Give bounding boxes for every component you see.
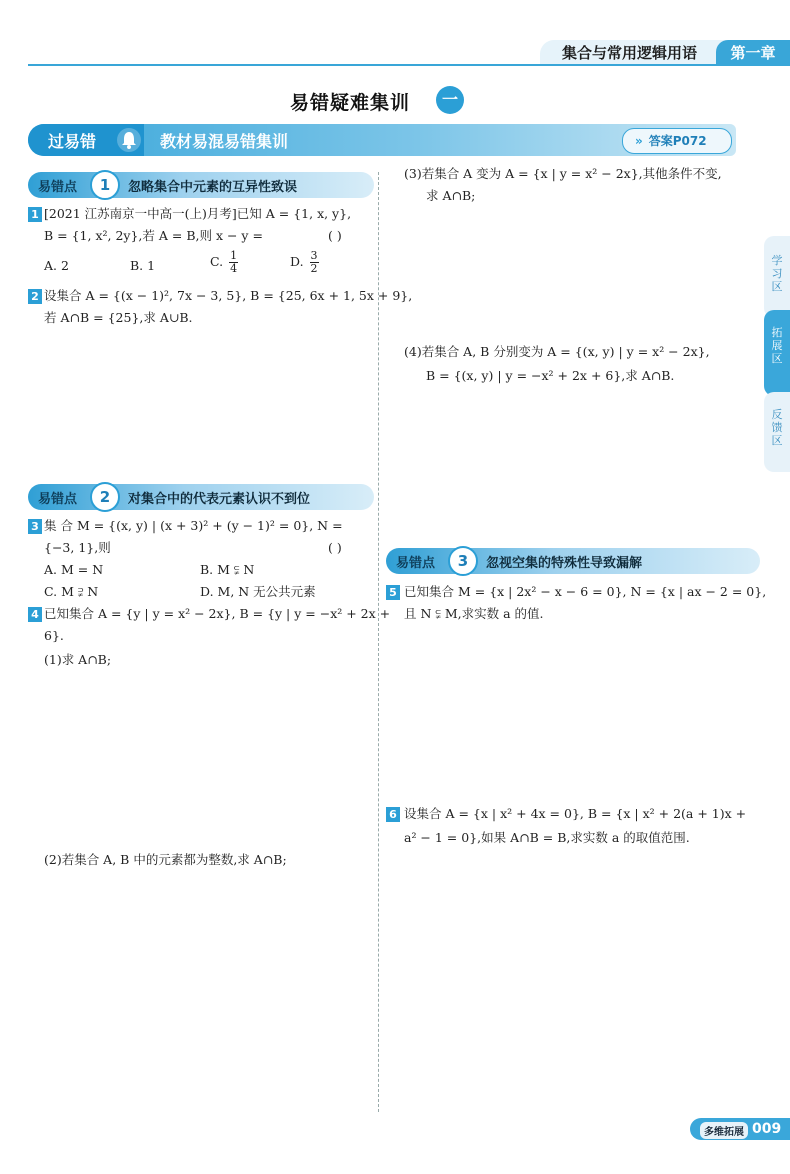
side-tab-label: 反馈区 bbox=[771, 408, 783, 447]
option-b: B. M ⫋ N bbox=[200, 562, 255, 577]
question-number: 6 bbox=[386, 807, 400, 822]
section-label: 易错点 bbox=[38, 492, 78, 507]
fraction bbox=[229, 250, 238, 275]
sub-question: (3)若集合 A 变为 A = {x | y = x² − 2x},其他条件不变, bbox=[404, 166, 722, 181]
denominator: 4 bbox=[230, 262, 238, 275]
question-text: [2021 江苏南京一中高一(上)月考]已知 A = {1, x, y}, bbox=[44, 206, 352, 221]
option-c-label: C. bbox=[210, 254, 224, 269]
question-number: 3 bbox=[28, 519, 42, 534]
section-number: 2 bbox=[90, 482, 120, 512]
header-title: 集合与常用逻辑用语 bbox=[562, 44, 698, 62]
section-label: 易错点 bbox=[396, 556, 436, 571]
question-text: 设集合 A = {x | x² + 4x = 0}, B = {x | x² + 2(a + 1)x + bbox=[404, 806, 747, 821]
sub-question: (4)若集合 A, B 分别变为 A = {(x, y) | y = x² − 2x}, bbox=[404, 344, 710, 359]
section-pill-3 bbox=[386, 548, 760, 574]
section-label: 易错点 bbox=[38, 180, 78, 195]
denominator: 2 bbox=[310, 262, 318, 275]
question-text: a² − 1 = 0},如果 A∩B = B,求实数 a 的取值范围. bbox=[404, 830, 690, 845]
title-badge: 一 bbox=[436, 86, 464, 114]
question-number: 1 bbox=[28, 207, 42, 222]
side-tab-label: 拓展区 bbox=[771, 326, 783, 365]
option-d: D. M, N 无公共元素 bbox=[200, 584, 316, 599]
question-number: 2 bbox=[28, 289, 42, 304]
section-pill-2 bbox=[28, 484, 374, 510]
page-number: 009 bbox=[752, 1121, 782, 1137]
option-c bbox=[210, 250, 238, 275]
side-tab-feedback[interactable] bbox=[764, 392, 790, 472]
footer-label: 多维拓展 bbox=[700, 1122, 748, 1139]
option-d-label: D. bbox=[290, 254, 304, 269]
banner-left-label: 过易错 bbox=[48, 132, 97, 151]
section-pill-1 bbox=[28, 172, 374, 198]
section-number: 1 bbox=[90, 170, 120, 200]
side-tab-label: 学习区 bbox=[771, 254, 783, 293]
question-text: B = {1, x², 2y},若 A = B,则 x − y = bbox=[44, 228, 263, 243]
double-chevron-icon: » bbox=[635, 134, 643, 148]
option-c: C. M ⫌ N bbox=[44, 584, 99, 599]
question-number: 5 bbox=[386, 585, 400, 600]
question-text: 且 N ⫋ M,求实数 a 的值. bbox=[404, 606, 544, 621]
section-title: 忽略集合中元素的互异性致误 bbox=[128, 180, 298, 195]
option-a: A. M = N bbox=[44, 562, 104, 577]
side-tab-extend[interactable] bbox=[764, 310, 790, 396]
answer-blank: ( ) bbox=[328, 228, 342, 243]
answer-page: 答案P072 bbox=[648, 134, 707, 148]
sub-question: (2)若集合 A, B 中的元素都为整数,求 A∩B; bbox=[44, 852, 287, 867]
section-title: 忽视空集的特殊性导致漏解 bbox=[486, 556, 643, 571]
question-text: 6}. bbox=[44, 628, 64, 643]
numerator: 1 bbox=[230, 249, 238, 262]
question-text: 集 合 M = {(x, y) | (x + 3)² + (y − 1)² = 0}, N = bbox=[44, 518, 343, 533]
question-text: 若 A∩B = {25},求 A∪B. bbox=[44, 310, 193, 325]
sub-question: 求 A∩B; bbox=[426, 188, 476, 203]
chapter-label: 第一章 bbox=[716, 40, 790, 66]
fraction bbox=[310, 250, 319, 275]
sub-question: (1)求 A∩B; bbox=[44, 652, 112, 667]
answer-blank: ( ) bbox=[328, 540, 342, 555]
section-title: 对集合中的代表元素认识不到位 bbox=[128, 492, 311, 507]
option-d bbox=[290, 250, 319, 275]
page-title: 易错疑难集训 bbox=[290, 92, 411, 114]
question-number: 4 bbox=[28, 607, 42, 622]
side-tab-study[interactable] bbox=[764, 236, 790, 318]
question-text: 设集合 A = {(x − 1)², 7x − 3, 5}, B = {25, 6x + 1, 5x + 9}, bbox=[44, 288, 413, 303]
question-text: {−3, 1},则 bbox=[44, 540, 111, 555]
section-number: 3 bbox=[448, 546, 478, 576]
banner-right-label: 教材易混易错集训 bbox=[160, 132, 289, 151]
option-a: A. 2 bbox=[44, 258, 69, 273]
column-divider bbox=[378, 172, 379, 1112]
answer-reference[interactable] bbox=[622, 128, 732, 154]
question-text: 已知集合 M = {x | 2x² − x − 6 = 0}, N = {x | ax − 2 = 0}, bbox=[404, 584, 767, 599]
question-text: 已知集合 A = {y | y = x² − 2x}, B = {y | y = −x² + 2x + bbox=[44, 606, 391, 621]
sub-question: B = {(x, y) | y = −x² + 2x + 6},求 A∩B. bbox=[426, 368, 675, 383]
option-b: B. 1 bbox=[130, 258, 156, 273]
bell-icon bbox=[112, 124, 146, 156]
header-rule bbox=[28, 64, 790, 66]
numerator: 3 bbox=[310, 249, 318, 262]
